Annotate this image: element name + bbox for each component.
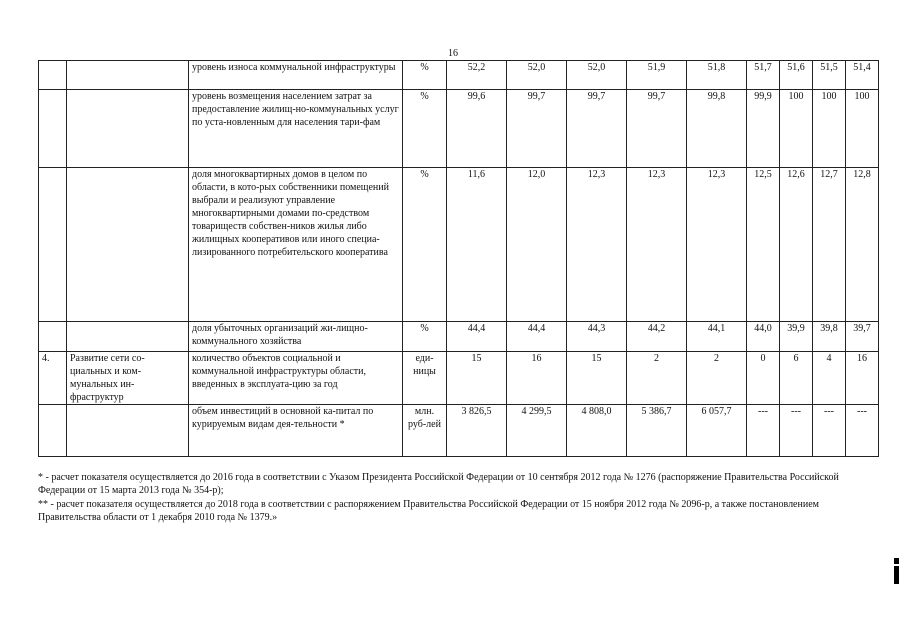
row-number-cell <box>39 61 67 90</box>
table-row <box>39 405 879 457</box>
table-row <box>39 90 879 168</box>
value-cell: 52,2 <box>447 61 507 90</box>
value-cell: 2 <box>687 352 747 405</box>
value-cell: 51,6 <box>780 61 813 90</box>
table-row <box>39 61 879 90</box>
value-cell: 44,1 <box>687 322 747 352</box>
value-cell: 39,9 <box>780 322 813 352</box>
table-body <box>39 61 879 457</box>
value-cell: 5 386,7 <box>627 405 687 457</box>
group-name-cell <box>67 405 189 457</box>
indicator-cell: количество объектов социальной и коммунальной инфраструктуры области, введенных в эксплуата-цию за год <box>189 352 403 405</box>
value-cell: 16 <box>846 352 879 405</box>
value-cell: 51,9 <box>627 61 687 90</box>
value-cell: 51,8 <box>687 61 747 90</box>
value-cell: 15 <box>567 352 627 405</box>
value-cell: 12,3 <box>567 168 627 322</box>
value-cell: --- <box>747 405 780 457</box>
table-row <box>39 352 879 405</box>
row-number-cell: 4. <box>39 352 67 405</box>
value-cell: 44,0 <box>747 322 780 352</box>
value-cell: 12,6 <box>780 168 813 322</box>
value-cell: 4 <box>813 352 846 405</box>
value-cell: 12,7 <box>813 168 846 322</box>
row-number-cell <box>39 405 67 457</box>
value-cell: 100 <box>846 90 879 168</box>
value-cell: 99,7 <box>627 90 687 168</box>
value-cell: 100 <box>813 90 846 168</box>
footnotes <box>38 472 878 526</box>
value-cell: 44,4 <box>447 322 507 352</box>
unit-cell: % <box>403 90 447 168</box>
value-cell: --- <box>846 405 879 457</box>
value-cell: 44,3 <box>567 322 627 352</box>
value-cell: 39,7 <box>846 322 879 352</box>
value-cell: 4 808,0 <box>567 405 627 457</box>
indicator-cell: уровень износа коммунальной инфраструктуры <box>189 61 403 90</box>
value-cell: 0 <box>747 352 780 405</box>
group-name-cell <box>67 168 189 322</box>
value-cell: 12,8 <box>846 168 879 322</box>
value-cell: 100 <box>780 90 813 168</box>
value-cell: 99,7 <box>507 90 567 168</box>
group-name-cell <box>67 322 189 352</box>
row-number-cell <box>39 90 67 168</box>
value-cell: --- <box>780 405 813 457</box>
indicator-cell: объем инвестиций в основной ка-питал по курируемым видам дея-тельности * <box>189 405 403 457</box>
value-cell: 12,3 <box>627 168 687 322</box>
value-cell: 52,0 <box>567 61 627 90</box>
row-number-cell <box>39 168 67 322</box>
table-row <box>39 322 879 352</box>
row-number-cell <box>39 322 67 352</box>
unit-cell: млн. руб-лей <box>403 405 447 457</box>
page-number: 16 <box>448 48 458 59</box>
value-cell: 4 299,5 <box>507 405 567 457</box>
indicator-cell: доля убыточных организаций жи-лищно-коммунального хозяйства <box>189 322 403 352</box>
value-cell: 2 <box>627 352 687 405</box>
value-cell: 51,5 <box>813 61 846 90</box>
value-cell: 16 <box>507 352 567 405</box>
value-cell: 12,0 <box>507 168 567 322</box>
value-cell: 99,8 <box>687 90 747 168</box>
unit-cell: % <box>403 61 447 90</box>
value-cell: 51,4 <box>846 61 879 90</box>
value-cell: 3 826,5 <box>447 405 507 457</box>
footnote-1: * - расчет показателя осуществляется до 2016 года в соответствии с Указом Президента Российской Федерации от 10 сентября 2012 года № 1276 (распоряжение Правительства Российской Федерации от 15 марта 2013 года № 354-р); <box>38 472 839 496</box>
value-cell: 12,5 <box>747 168 780 322</box>
indicator-cell: доля многоквартирных домов в целом по области, в кото-рых собственники помещений выбрали и реализуют управление многоквартирными домами по-средством товариществ собствен-ников жилья либо жилищных кооперативов или иного специа-лизированного потребительского кооператива <box>189 168 403 322</box>
scan-mark <box>894 558 899 584</box>
value-cell: 11,6 <box>447 168 507 322</box>
indicators-table <box>38 60 879 457</box>
value-cell: 39,8 <box>813 322 846 352</box>
value-cell: 52,0 <box>507 61 567 90</box>
value-cell: 12,3 <box>687 168 747 322</box>
unit-cell: % <box>403 322 447 352</box>
unit-cell: % <box>403 168 447 322</box>
group-name-cell <box>67 90 189 168</box>
footnote-2: ** - расчет показателя осуществляется до 2018 года в соответствии с распоряжением Правительства Российской Федерации от 15 ноября 2012 года № 2096-р, а также постановлением Правительства области от 1 декабря 2010 года № 1379.» <box>38 499 819 523</box>
value-cell: 15 <box>447 352 507 405</box>
value-cell: 99,7 <box>567 90 627 168</box>
value-cell: 99,9 <box>747 90 780 168</box>
value-cell: 51,7 <box>747 61 780 90</box>
indicator-cell: уровень возмещения населением затрат за предоставление жилищ-но-коммунальных услуг по уста-новленным для населения тари-фам <box>189 90 403 168</box>
value-cell: --- <box>813 405 846 457</box>
table-row <box>39 168 879 322</box>
value-cell: 99,6 <box>447 90 507 168</box>
value-cell: 44,2 <box>627 322 687 352</box>
group-name-cell: Развитие сети со-циальных и ком-мунальных ин-фраструктур <box>67 352 189 405</box>
value-cell: 6 <box>780 352 813 405</box>
unit-cell: еди-ницы <box>403 352 447 405</box>
value-cell: 6 057,7 <box>687 405 747 457</box>
value-cell: 44,4 <box>507 322 567 352</box>
group-name-cell <box>67 61 189 90</box>
